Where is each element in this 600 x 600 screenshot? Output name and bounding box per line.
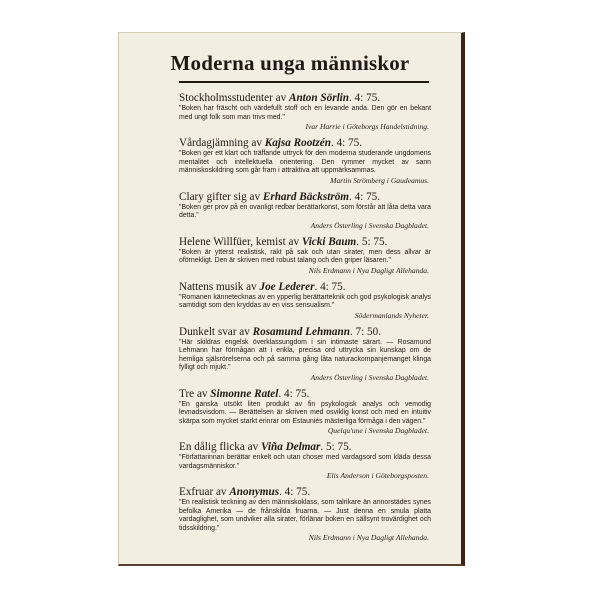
review-quote: "Boken ger ett klart och träffande uttryck för den moderna studerande ungdomens mentalitet och intellektuella orientering. Den rymmer mycket av sann människoskildring som går fram i attraktiva att uppmärksammas. [179,150,431,174]
review-quote: "Boken ger prov på en ovanligt redbar berättarkonst, som förstår att låta detta vara detta." [179,203,431,219]
book-price: 7: 50. [355,325,382,338]
book-author: Anton Sörlin [289,92,350,104]
title-rule [179,81,429,83]
book-entry [179,280,431,320]
book-entry [179,387,431,436]
review-quote: "Här skildras engelsk överklassungdom i sin intimaste särart. — Rosamund Lehmann har förmågan att i enkla, precisa ord uttrycka sin kunskap om de hemliga själsrörelserna och på samma gång låta naturackompanjemanget klinga fylligt och mjukt." [179,338,431,371]
book-heading: Helene Willfüer, kemist av Vicki Baum. 5: 75. [179,235,388,248]
book-title: Nattens musik [179,280,244,293]
book-heading: Clary gifter sig av Erhard Bäckström. 4: 75. [179,190,381,203]
book-author: Vicki Baum [301,235,357,248]
book-title: Tre [179,387,195,400]
book-price: 4: 75. [354,92,381,104]
page-title: Moderna unga människor [170,51,410,75]
book-price: 4: 75. [284,486,311,498]
book-price: 5: 75. [361,235,388,248]
book-heading: En dålig flicka av Viña Delmar. 5: 75. [179,441,352,453]
book-price: 4: 75. [283,387,310,400]
book-heading: Dunkelt svar av Rosamund Lehmann. 7: 50. [179,325,382,338]
book-title: Clary gifter sig [179,190,247,203]
book-entry [179,235,431,275]
review-source: Nils Erdmann i Nya Dagligt Allehanda. [308,265,429,275]
review-source: Martin Strömberg i Gaudeamus. [330,175,429,185]
book-author: Erhard Bäckström [262,190,349,203]
review-source: Södermanlands Nyheter. [354,310,429,320]
review-source: Ivar Harrie i Göteborgs Handelstidning. [305,122,429,131]
book-price: 5: 75. [325,441,352,453]
book-title: En dålig flicka [179,441,245,453]
review-quote: "Boken är ytterst realistisk, rakt på sak och utan sirater, men dess allvar är oförnekligt. Den är skriven med robust talang och den griper läsaren." [179,248,431,264]
book-author: Joe Lederer [259,280,315,293]
review-quote: "Författarinnan berättar enkelt och utan choser med vardagsord som kläda dessa vardagsmänniskor." [179,454,431,470]
book-author: Anonymus [229,486,280,498]
book-price: 4: 75. [336,137,363,149]
book-entry [179,325,431,382]
review-quote: "Romanen kännetecknas av en ypperlig berättarteknik och god psykologisk analys samtidigt som den kryddas av en viss sensualism." [179,293,431,309]
book-heading: Nattens musik av Joe Lederer. 4: 75. [179,280,346,293]
book-author: Simonne Ratel [210,387,279,400]
book-price: 4: 75. [320,280,346,293]
book-price: 4: 75. [354,190,381,203]
book-author: Viña Delmar [261,441,321,453]
book-author: Kajsa Rootzén [264,137,331,149]
book-author: Rosamund Lehmann [252,325,350,338]
book-page [118,32,465,566]
book-entry [179,136,431,185]
book-heading: Tre av Simonne Ratel. 4: 75. [179,387,310,400]
review-source: Quelqu'une i Svenska Dagbladet. [327,426,429,435]
review-source: Anders Österling i Svenska Dagbladet. [310,372,429,382]
book-entry [179,485,431,542]
book-title: Dunkelt svar [179,325,237,338]
review-quote: "En ganska utsökt liten produkt av fin psykologisk analys och vemodig levnadsvisdom. — Berättelsen är skriven med osviklig konst och med en intuitiv skärpa som mycket starkt erinrar om Estauniés mästerliga förmåga i den vägen." [179,400,431,425]
entries-list [179,91,431,547]
review-source: Anders Österling i Svenska Dagbladet. [310,220,429,230]
review-quote: "Boken har fräscht och värdefullt stoff och en levande anda. Den gör en bekant med ungt folk som man trivs med." [179,105,431,121]
review-quote: "En realistisk teckning av den människoklass, som talrikare än annorstädes synes befolka Amerika — de frånskilda fruarna. — Just denna en smula platta vardaglighet, som undviker alla sirater, förlänar boken en sällsynt trovärdighet och tidsskildring." [179,499,431,532]
book-heading: Vårdagjämning av Kajsa Rootzén. 4: 75. [179,137,363,149]
book-entry [179,190,431,230]
book-entry [179,440,431,480]
book-title: Exfruar [179,486,214,498]
review-source: Nils Erdmann i Nya Dagligt Allehanda. [308,533,429,542]
book-entry [179,91,431,131]
book-heading: Stockholmsstudenter av Anton Sörlin. 4: 75. [179,92,381,104]
book-title: Helene Willfüer, kemist [179,235,286,248]
book-heading: Exfruar av Anonymus. 4: 75. [179,486,311,498]
book-title: Vårdagjämning [179,137,249,149]
book-title: Stockholmsstudenter [179,92,273,104]
review-source: Elis Anderson i Göteborgsposten. [326,471,429,480]
